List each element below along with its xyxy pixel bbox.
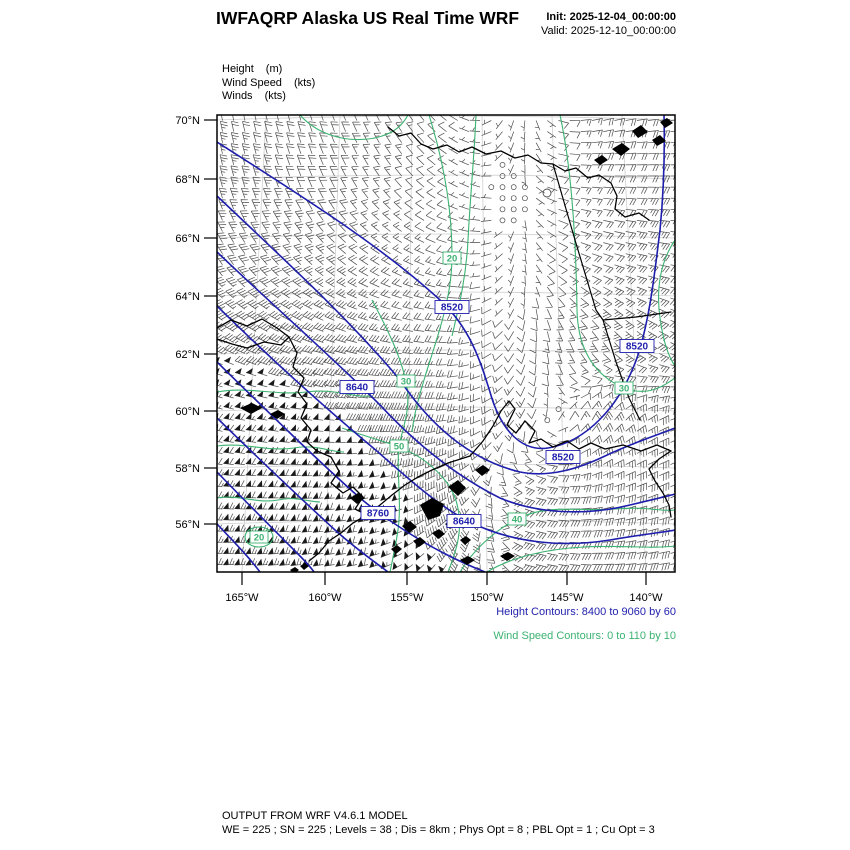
height-contour-label	[340, 381, 374, 394]
wind-speed-contour-label	[397, 375, 415, 387]
lat-label: 70°N	[175, 115, 200, 127]
lon-label: 165°W	[225, 592, 259, 604]
lat-label: 56°N	[175, 519, 200, 531]
svg-text:30: 30	[618, 383, 630, 395]
lat-label: 58°N	[175, 463, 200, 475]
lon-label: 155°W	[390, 592, 424, 604]
svg-text:8760: 8760	[366, 508, 390, 520]
svg-text:8520: 8520	[440, 302, 464, 314]
legend-item-windspeed: Wind Speed (kts)	[222, 76, 316, 89]
model-config-line: WE = 225 ; SN = 225 ; Levels = 38 ; Dis = 8km ; Phys Opt = 8 ; PBL Opt = 1 ; Cu Opt = 3	[222, 824, 655, 836]
wind-speed-labels	[250, 252, 633, 543]
wind-speed-contour-label	[443, 252, 461, 264]
svg-text:30: 30	[400, 376, 412, 388]
legend-item-height: Height (m)	[222, 63, 283, 75]
svg-text:20: 20	[253, 532, 265, 544]
latitude-labels	[175, 115, 200, 531]
lat-label: 62°N	[175, 349, 200, 361]
longitude-labels	[225, 592, 663, 604]
page-title: IWFAQRP Alaska US Real Time WRF	[216, 8, 520, 28]
lon-label: 145°W	[550, 592, 584, 604]
lat-label: 64°N	[175, 291, 200, 303]
lon-label: 160°W	[308, 592, 342, 604]
lon-label: 150°W	[470, 592, 504, 604]
lon-label: 140°W	[629, 592, 663, 604]
svg-text:8640: 8640	[345, 382, 369, 394]
svg-text:20: 20	[446, 253, 458, 265]
wind-speed-contour-label	[615, 382, 633, 394]
height-contour-range: Height Contours: 8400 to 9060 by 60	[496, 606, 676, 618]
height-contour-label	[435, 301, 469, 314]
init-timestamp: Init: 2025-12-04_00:00:00	[546, 11, 676, 23]
svg-text:40: 40	[511, 514, 523, 526]
svg-text:8640: 8640	[452, 516, 476, 528]
legend-item-winds: Winds (kts)	[222, 90, 286, 102]
lat-label: 66°N	[175, 233, 200, 245]
model-footer	[222, 809, 655, 837]
height-contour-label	[546, 451, 580, 464]
wind-speed-contour-label	[390, 440, 408, 452]
wind-speed-contour-label	[508, 513, 526, 525]
height-contour-label	[361, 507, 395, 520]
svg-text:50: 50	[393, 441, 405, 453]
model-output-line: OUTPUT FROM WRF V4.6.1 MODEL	[222, 810, 408, 822]
svg-text:8520: 8520	[625, 341, 649, 353]
lat-label: 60°N	[175, 406, 200, 418]
lat-label: 68°N	[175, 174, 200, 186]
svg-text:8520: 8520	[551, 452, 575, 464]
wind-barbs	[212, 110, 681, 575]
wind-speed-contour-range: Wind Speed Contours: 0 to 110 by 10	[493, 630, 676, 642]
height-contour-label	[447, 515, 481, 528]
height-contour-label	[620, 340, 654, 353]
wind-speed-contour-label	[250, 531, 268, 543]
valid-timestamp: Valid: 2025-12-10_00:00:00	[541, 25, 676, 37]
